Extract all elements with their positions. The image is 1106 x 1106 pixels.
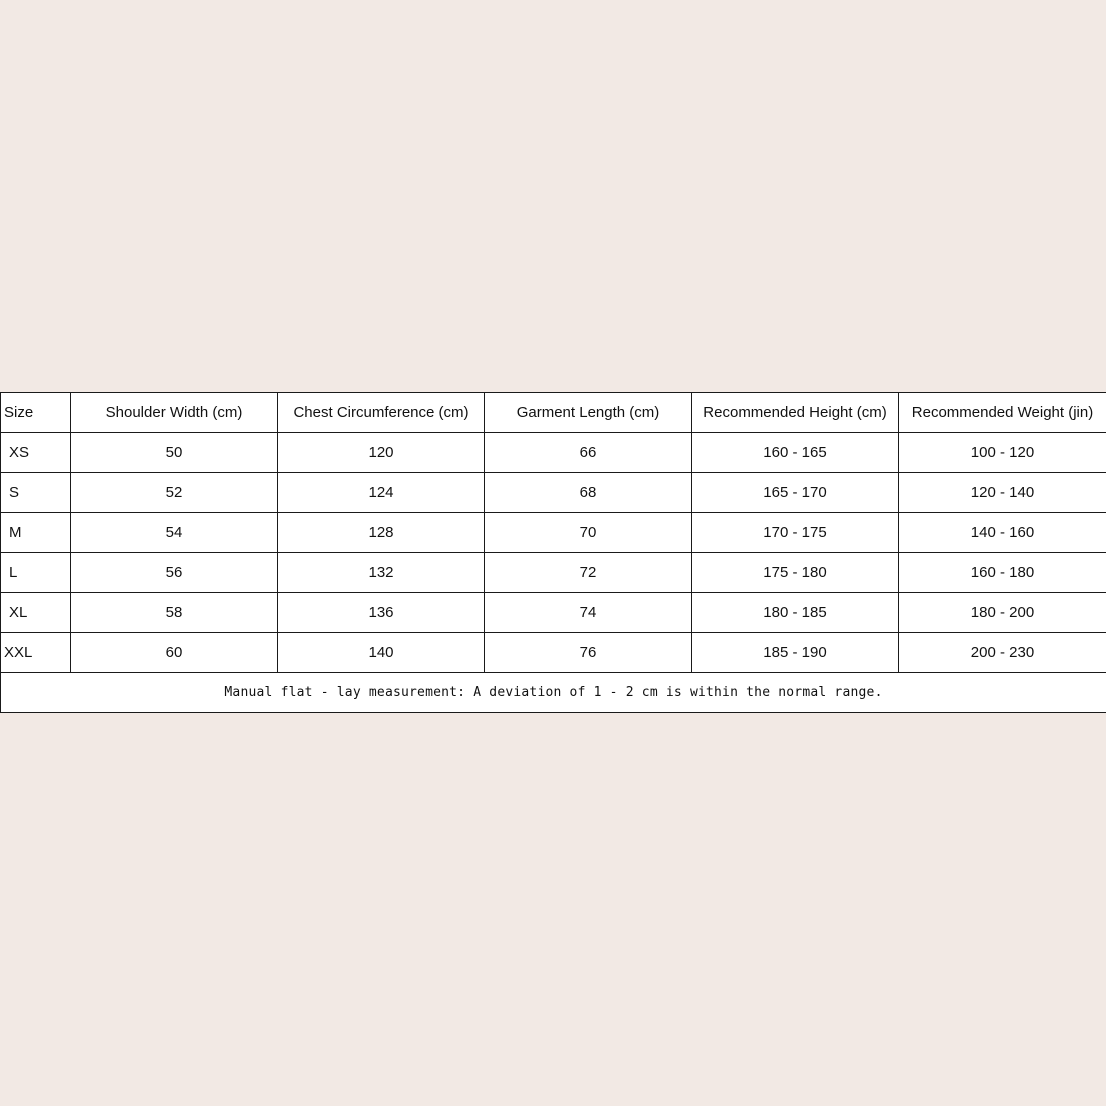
size-cell: S [1, 473, 71, 513]
table-row [1, 553, 1106, 593]
recommended-weight-cell: 140 - 160 [899, 513, 1106, 553]
table-row [1, 473, 1106, 513]
header-chest-circumference: Chest Circumference (cm) [278, 393, 485, 433]
header-recommended-height: Recommended Height (cm) [692, 393, 899, 433]
recommended-height-cell: 180 - 185 [692, 593, 899, 633]
recommended-height-cell: 170 - 175 [692, 513, 899, 553]
shoulder-width-cell: 56 [71, 553, 278, 593]
note-row [1, 673, 1106, 713]
garment-length-cell: 76 [485, 633, 692, 673]
recommended-weight-cell: 200 - 230 [899, 633, 1106, 673]
size-cell: XXL [1, 633, 71, 673]
recommended-weight-cell: 180 - 200 [899, 593, 1106, 633]
header-garment-length: Garment Length (cm) [485, 393, 692, 433]
recommended-height-cell: 175 - 180 [692, 553, 899, 593]
table-row [1, 593, 1106, 633]
garment-length-cell: 74 [485, 593, 692, 633]
chest-circumference-cell: 120 [278, 433, 485, 473]
table-row [1, 633, 1106, 673]
chest-circumference-cell: 124 [278, 473, 485, 513]
shoulder-width-cell: 50 [71, 433, 278, 473]
header-shoulder-width: Shoulder Width (cm) [71, 393, 278, 433]
chest-circumference-cell: 136 [278, 593, 485, 633]
measurement-note: Manual flat - lay measurement: A deviation of 1 - 2 cm is within the normal range. [1, 673, 1106, 713]
size-cell: XS [1, 433, 71, 473]
garment-length-cell: 72 [485, 553, 692, 593]
garment-length-cell: 68 [485, 473, 692, 513]
shoulder-width-cell: 52 [71, 473, 278, 513]
chest-circumference-cell: 140 [278, 633, 485, 673]
recommended-weight-cell: 160 - 180 [899, 553, 1106, 593]
recommended-weight-cell: 120 - 140 [899, 473, 1106, 513]
size-cell: L [1, 553, 71, 593]
recommended-height-cell: 165 - 170 [692, 473, 899, 513]
header-recommended-weight: Recommended Weight (jin) [899, 393, 1106, 433]
table-row [1, 433, 1106, 473]
chest-circumference-cell: 128 [278, 513, 485, 553]
shoulder-width-cell: 58 [71, 593, 278, 633]
chest-circumference-cell: 132 [278, 553, 485, 593]
shoulder-width-cell: 60 [71, 633, 278, 673]
size-cell: XL [1, 593, 71, 633]
header-row [1, 393, 1106, 433]
recommended-weight-cell: 100 - 120 [899, 433, 1106, 473]
recommended-height-cell: 160 - 165 [692, 433, 899, 473]
size-chart-table [0, 392, 1106, 713]
table-row [1, 513, 1106, 553]
recommended-height-cell: 185 - 190 [692, 633, 899, 673]
header-size: Size [1, 393, 71, 433]
shoulder-width-cell: 54 [71, 513, 278, 553]
garment-length-cell: 70 [485, 513, 692, 553]
garment-length-cell: 66 [485, 433, 692, 473]
size-cell: M [1, 513, 71, 553]
